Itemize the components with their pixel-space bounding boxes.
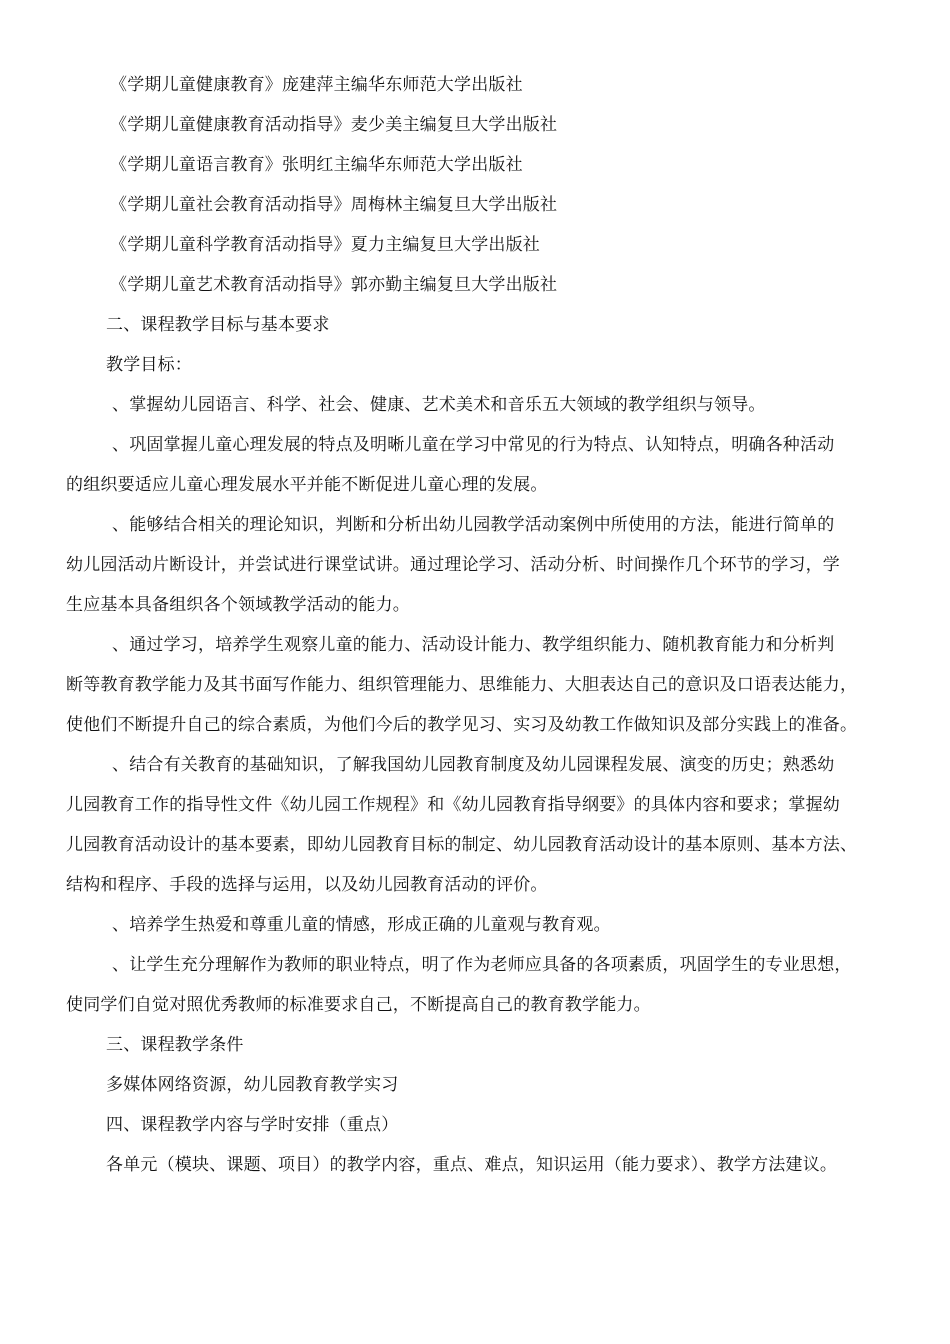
paragraph-line: 、巩固掌握儿童心理发展的特点及明晰儿童在学习中常见的行为特点、认知特点，明确各种活动: [112, 435, 835, 455]
paragraph-line: 断等教育教学能力及其书面写作能力、组织管理能力、思维能力、大胆表达自己的意识及口语表达能力，: [66, 675, 858, 695]
paragraph-line: 结构和程序、手段的选择与运用，以及幼儿园教育活动的评价。: [66, 875, 548, 895]
reference-item: 《学期儿童健康教育活动指导》麦少美主编复旦大学出版社: [110, 115, 558, 135]
paragraph-line: 使他们不断提升自己的综合素质，为他们今后的教学见习、实习及幼教工作做知识及部分实践上的准备。: [66, 715, 858, 735]
reference-item: 《学期儿童艺术教育活动指导》郭亦勤主编复旦大学出版社: [110, 275, 558, 295]
section-heading: 二、课程教学目标与基本要求: [106, 315, 330, 335]
reference-item: 《学期儿童社会教育活动指导》周梅林主编复旦大学出版社: [110, 195, 558, 215]
paragraph-line: 儿园教育活动设计的基本要素，即幼儿园教育目标的制定、幼儿园教育活动设计的基本原则、基本方法、: [66, 835, 858, 855]
paragraph-line: 、掌握幼儿园语言、科学、社会、健康、艺术美术和音乐五大领域的教学组织与领导。: [112, 395, 766, 415]
paragraph-line: 、让学生充分理解作为教师的职业特点，明了作为老师应具备的各项素质，巩固学生的专业思想，: [112, 955, 852, 975]
paragraph-line: 、通过学习，培养学生观察儿童的能力、活动设计能力、教学组织能力、随机教育能力和分析判: [112, 635, 835, 655]
reference-item: 《学期儿童语言教育》张明红主编华东师范大学出版社: [110, 155, 523, 175]
paragraph-line: 生应基本具备组织各个领域教学活动的能力。: [66, 595, 410, 615]
reference-item: 《学期儿童健康教育》庞建萍主编华东师范大学出版社: [110, 75, 523, 95]
section-text: 多媒体网络资源，幼儿园教育教学实习: [106, 1075, 399, 1095]
section-text: 各单元（模块、课题、项目）的教学内容，重点、难点，知识运用（能力要求）、教学方法建议。: [106, 1155, 838, 1175]
section-heading: 三、课程教学条件: [106, 1035, 244, 1055]
paragraph-line: 、结合有关教育的基础知识，了解我国幼儿园教育制度及幼儿园课程发展、演变的历史；熟悉幼: [112, 755, 835, 775]
subheading: 教学目标：: [106, 355, 192, 375]
paragraph-line: 、培养学生热爱和尊重儿童的情感，形成正确的儿童观与教育观。: [112, 915, 611, 935]
paragraph-line: 、能够结合相关的理论知识，判断和分析出幼儿园教学活动案例中所使用的方法，能进行简单的: [112, 515, 835, 535]
reference-item: 《学期儿童科学教育活动指导》夏力主编复旦大学出版社: [110, 235, 540, 255]
paragraph-line: 的组织要适应儿童心理发展水平并能不断促进儿童心理的发展。: [66, 475, 548, 495]
paragraph-line: 儿园教育工作的指导性文件《幼儿园工作规程》和《幼儿园教育指导纲要》的具体内容和要求；掌握幼: [66, 795, 840, 815]
paragraph-line: 幼儿园活动片断设计，并尝试进行课堂试讲。通过理论学习、活动分析、时间操作几个环节的学习，学: [66, 555, 840, 575]
paragraph-line: 使同学们自觉对照优秀教师的标准要求自己，不断提高自己的教育教学能力。: [66, 995, 651, 1015]
section-heading: 四、课程教学内容与学时安排（重点）: [106, 1115, 399, 1135]
